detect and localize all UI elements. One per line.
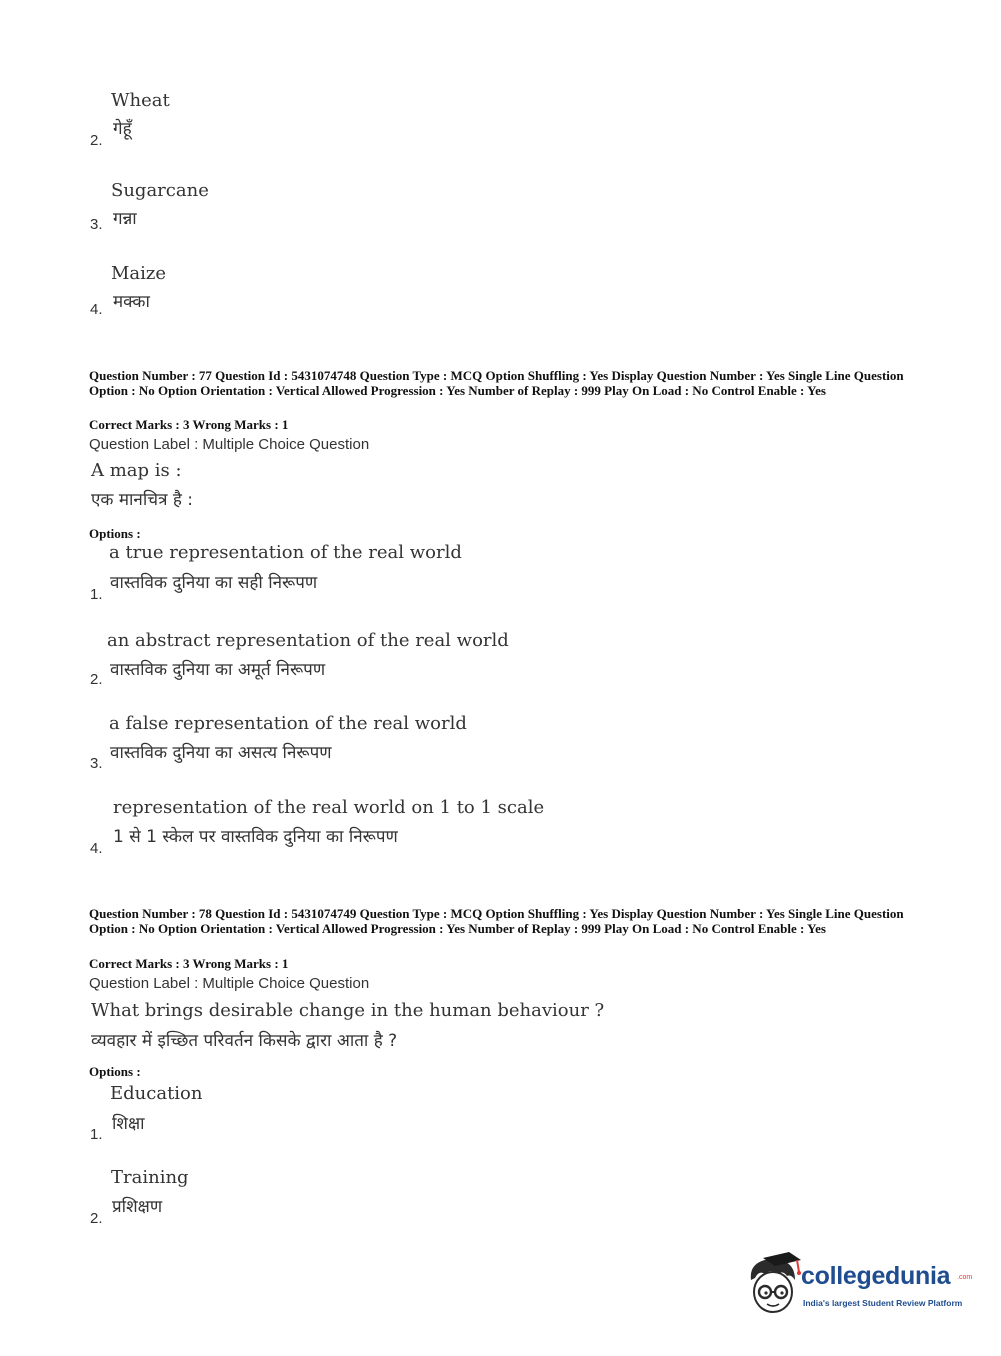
question-text-en: A map is : [91,460,182,481]
logo-wordmark: collegedunia [801,1262,951,1290]
option-text-en: an abstract representation of the real world [107,630,509,651]
logo-tagline: India's largest Student Review Platform [803,1298,963,1308]
question-text-en: What brings desirable change in the human behaviour ? [91,1000,605,1021]
option-text-hi: गन्ना [113,209,137,229]
option-number: 4. [90,301,103,318]
option-text-hi: 1 से 1 स्केल पर वास्तविक दुनिया का निरूपण [113,827,398,847]
option-text-en: a true representation of the real world [109,542,462,563]
option-text-en: Sugarcane [111,180,209,201]
option-text-en: Training [111,1167,189,1188]
option-text-en: Maize [111,263,167,284]
logo-domain: .com [957,1274,973,1281]
question-label: Question Label : Multiple Choice Question [89,975,370,992]
question-text-hi: व्यवहार में इच्छित परिवर्तन किसके द्वारा आता है ? [91,1031,398,1051]
option-text-hi: गेहूँ [113,119,132,139]
option-number: 3. [90,755,103,772]
question-marks: Correct Marks : 3 Wrong Marks : 1 [89,417,289,432]
option-text-en: Wheat [111,90,170,111]
option-number: 4. [90,840,103,857]
option-text-hi: प्रशिक्षण [112,1197,163,1217]
question-text-hi: एक मानचित्र है : [91,490,194,510]
option-text-en: Education [110,1083,203,1104]
option-text-hi: वास्तविक दुनिया का असत्य निरूपण [110,743,332,763]
option-number: 1. [90,586,103,603]
collegedunia-logo [743,1250,973,1320]
question-meta: Question Number : 77 Question Id : 5431074748 Question Type : MCQ Option Shuffling : Yes Display Question Number : Yes Single Line Question Option : No Option Orientation : Vertical Allowed Progression : Yes Number of Replay : 999 Play On Load : No Control Enable : Yes [89,368,904,398]
option-text-en: a false representation of the real world [109,713,467,734]
option-text-hi: वास्तविक दुनिया का सही निरूपण [110,573,318,593]
option-text-en: representation of the real world on 1 to 1 scale [113,797,545,818]
option-text-hi: वास्तविक दुनिया का अमूर्त निरूपण [110,660,326,680]
question-label: Question Label : Multiple Choice Question [89,436,370,453]
option-text-hi: मक्का [113,292,150,312]
option-number: 1. [90,1126,103,1143]
student-mascot-icon [743,1252,803,1316]
question-meta: Question Number : 78 Question Id : 5431074749 Question Type : MCQ Option Shuffling : Yes Display Question Number : Yes Single Line Question Option : No Option Orientation : Vertical Allowed Progression : Yes Number of Replay : 999 Play On Load : No Control Enable : Yes [89,906,904,936]
option-number: 2. [90,132,103,149]
option-number: 2. [90,1210,103,1227]
options-heading: Options : [89,1064,141,1079]
option-text-hi: शिक्षा [112,1114,145,1134]
question-marks: Correct Marks : 3 Wrong Marks : 1 [89,956,289,971]
option-number: 3. [90,216,103,233]
options-heading: Options : [89,526,141,541]
option-number: 2. [90,671,103,688]
